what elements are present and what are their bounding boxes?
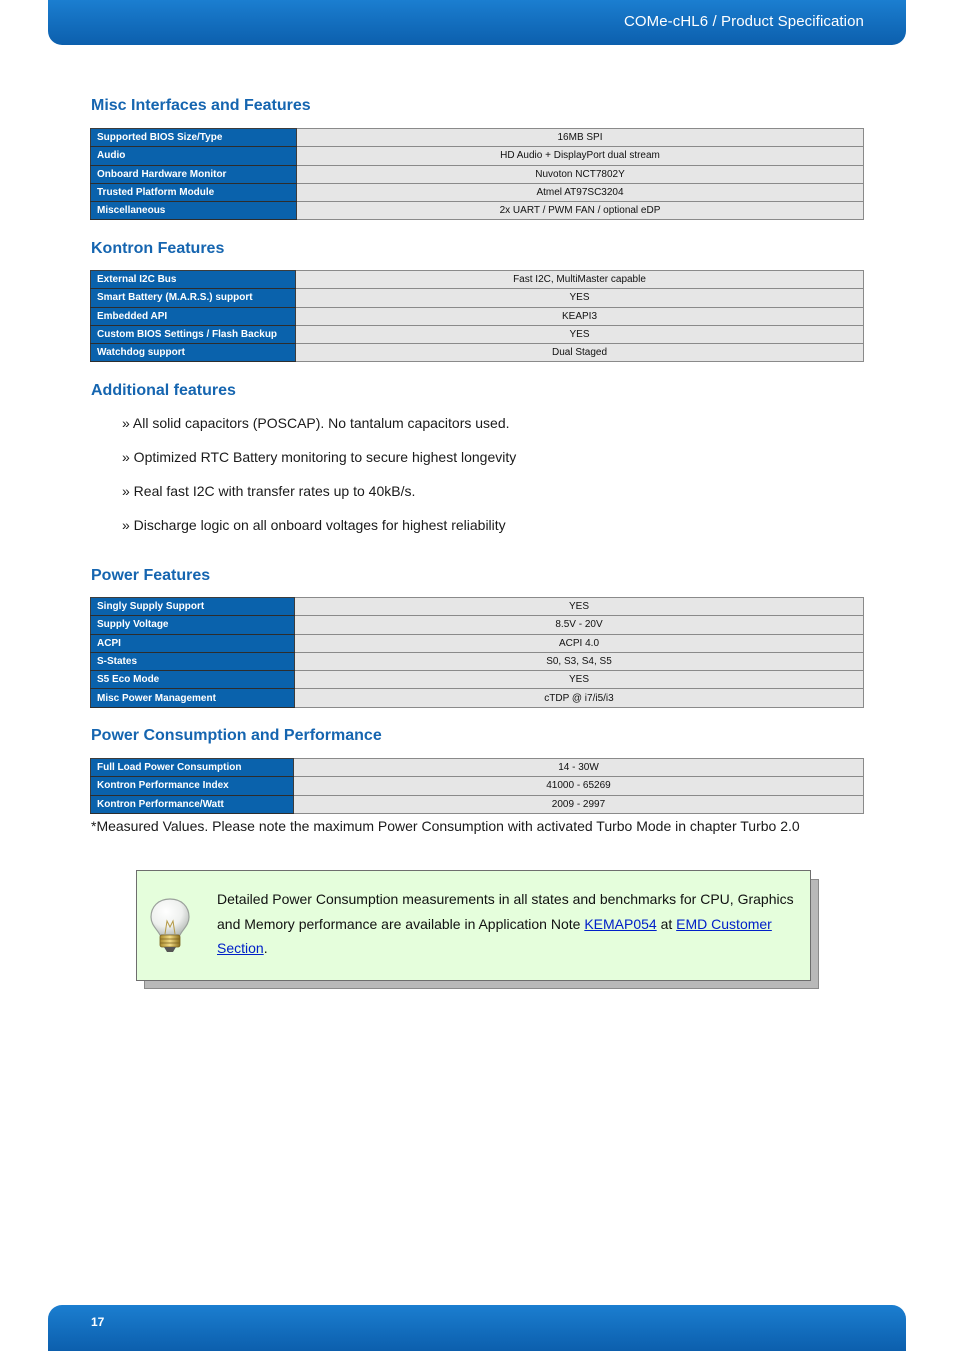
table-row: [91, 202, 864, 220]
row-label: Supported BIOS Size/Type: [91, 129, 297, 147]
row-value: 2x UART / PWM FAN / optional eDP: [297, 202, 864, 220]
row-label: Audio: [91, 147, 297, 165]
row-label: Singly Supply Support: [91, 598, 295, 616]
additional-features-heading: Additional features: [91, 382, 236, 399]
table-row: [91, 165, 864, 183]
note-text-before: Detailed Power Consumption measurements in all states and benchmarks for CPU, Graphics and Memory performance are available in Application Note: [217, 891, 794, 932]
row-label: Trusted Platform Module: [91, 183, 297, 201]
row-value: YES: [295, 671, 864, 689]
table-row: [91, 271, 864, 289]
table-row: [91, 129, 864, 147]
table-row: [91, 616, 864, 634]
note-text: [217, 887, 797, 961]
row-value: 16MB SPI: [297, 129, 864, 147]
row-value: cTDP @ i7/i5/i3: [295, 689, 864, 707]
row-value: YES: [295, 598, 864, 616]
row-value: KEAPI3: [296, 307, 864, 325]
row-label: Kontron Performance/Watt: [91, 795, 294, 813]
table-row: [91, 795, 864, 813]
measurement-footnote: *Measured Values. Please note the maximum Power Consumption with activated Turbo Mode in chapter Turbo 2.0: [91, 818, 800, 834]
note-box: [136, 870, 811, 981]
footer-bar: [48, 1305, 906, 1351]
table-row: [91, 598, 864, 616]
row-value: Atmel AT97SC3204: [297, 183, 864, 201]
table-row: [91, 325, 864, 343]
row-label: ACPI: [91, 634, 295, 652]
list-item: » Real fast I2C with transfer rates up to 40kB/s.: [122, 483, 416, 499]
table-row: [91, 289, 864, 307]
table-row: [91, 652, 864, 670]
list-item: » Discharge logic on all onboard voltages for highest reliability: [122, 517, 506, 533]
row-value: ACPI 4.0: [295, 634, 864, 652]
row-label: Full Load Power Consumption: [91, 759, 294, 777]
power-consumption-table: [90, 758, 864, 814]
misc-interfaces-table: [90, 128, 864, 220]
page-number: 17: [91, 1315, 105, 1329]
table-row: [91, 147, 864, 165]
table-row: [91, 183, 864, 201]
row-label: Misc Power Management: [91, 689, 295, 707]
row-value: YES: [296, 325, 864, 343]
table-row: [91, 307, 864, 325]
note-text-after: .: [263, 940, 268, 956]
row-value: 2009 - 2997: [294, 795, 864, 813]
row-label: Custom BIOS Settings / Flash Backup: [91, 325, 296, 343]
row-label: Kontron Performance Index: [91, 777, 294, 795]
row-label: Onboard Hardware Monitor: [91, 165, 297, 183]
row-label: External I2C Bus: [91, 271, 296, 289]
lightbulb-icon: [147, 896, 193, 954]
table-row: [91, 777, 864, 795]
list-item: » All solid capacitors (POSCAP). No tantalum capacitors used.: [122, 415, 510, 431]
row-value: S0, S3, S4, S5: [295, 652, 864, 670]
note-text-middle: at: [656, 915, 677, 932]
row-label: S-States: [91, 652, 295, 670]
row-value: 14 - 30W: [294, 759, 864, 777]
row-label: Miscellaneous: [91, 202, 297, 220]
document-title: COMe-cHL6 / Product Specification: [623, 13, 864, 30]
emd-customer-section-link[interactable]: EMD Customer Section: [217, 915, 772, 956]
kontron-features-heading: Kontron Features: [91, 240, 225, 257]
row-label: Embedded API: [91, 307, 296, 325]
power-features-heading: Power Features: [91, 567, 211, 584]
row-label: Supply Voltage: [91, 616, 295, 634]
additional-features-list: [122, 415, 516, 551]
table-row: [91, 759, 864, 777]
row-label: Smart Battery (M.A.R.S.) support: [91, 289, 296, 307]
power-consumption-heading: Power Consumption and Performance: [91, 727, 382, 744]
table-row: [91, 344, 864, 362]
table-row: [91, 634, 864, 652]
misc-interfaces-heading: Misc Interfaces and Features: [91, 97, 311, 114]
row-label: S5 Eco Mode: [91, 671, 295, 689]
list-item: » Optimized RTC Battery monitoring to secure highest longevity: [122, 449, 517, 465]
row-label: Watchdog support: [91, 344, 296, 362]
row-value: Dual Staged: [296, 344, 864, 362]
row-value: Nuvoton NCT7802Y: [297, 165, 864, 183]
power-features-table: [90, 597, 864, 708]
table-row: [91, 689, 864, 707]
row-value: 41000 - 65269: [294, 777, 864, 795]
row-value: HD Audio + DisplayPort dual stream: [297, 147, 864, 165]
kontron-features-table: [90, 270, 864, 362]
row-value: YES: [296, 289, 864, 307]
row-value: Fast I2C, MultiMaster capable: [296, 271, 864, 289]
row-value: 8.5V - 20V: [295, 616, 864, 634]
table-row: [91, 671, 864, 689]
header-bar: [48, 0, 906, 45]
kemap054-link[interactable]: KEMAP054: [584, 915, 657, 932]
